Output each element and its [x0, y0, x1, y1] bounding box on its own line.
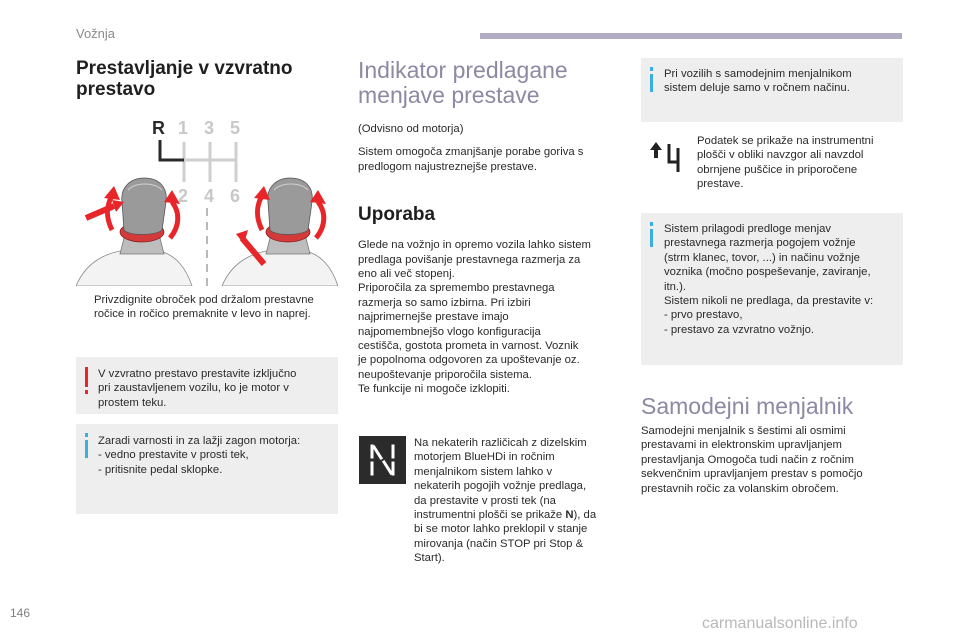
watermark: carmanualsonline.info [702, 615, 858, 632]
usage-text: Glede na vožnjo in opremo vozila lahko sistem predlaga povišanje prestavnega razmerja za eno ali več stopenj. Priporočila za spremembo prestavnega razmerja so samo izbirna. Pri izbiri najprimernejše prestave imajo najpomembnejšo vlogo konfiguracija cestišča, gostota prometa in varnost. Voznik je popolnoma odgovoren za upoštevanje oz. neupoštevanje priporočila sistema. Te funkcije ni mogoče izklopiti. [358, 239, 591, 396]
gear-indicator-column [358, 58, 620, 397]
indicator-display-text: Podatek se prikaže na instrumentni plošči v obliki navzgor ali navzdol obrnjene puščice in priporočene prestave. [697, 135, 874, 191]
neutral-suggestion-text: Na nekaterih različicah z dizelskim motorjem BlueHDi in ročnim menjalnikom sistem lahko v nekaterih pogojih vožnje predlaga, da prestavite v prosti tek (na instrumentni plošči se prikaže N), da bi se motor lahko preklopil v stanje mirovanja (način STOP pri Stop & Start). [414, 437, 597, 565]
usage-title: Uporaba [358, 204, 436, 226]
info-icon [85, 433, 88, 437]
gear-label-5: 5 [230, 118, 241, 138]
automatic-gearbox-text: Samodejni menjalnik s šestimi ali osmimi prestavami in elektronskim upravljanjem prestavljanja Omogoča tudi način z ročnim sekvenčnim upravljanjem prestav s pomočjo prestavnih ročic za volanskim obročem. [641, 425, 863, 495]
info-icon [650, 222, 653, 226]
neutral-letter: N [565, 509, 574, 522]
safety-info-box: Zaradi varnosti in za lažji zagon motorja: - vedno prestavite v prosti tek, - pritisnite pedal sklopke. [76, 424, 338, 514]
automatic-gearbox-info-box: Pri vozilih s samodejnim menjalnikom sistem deluje samo v ročnem načinu. [641, 58, 903, 122]
section-title: Vožnja [76, 26, 116, 41]
gear-knob-left [76, 178, 192, 286]
gear-knob-illustration [76, 172, 338, 286]
gear-up-arrow-icon [648, 140, 688, 176]
exclamation-icon [85, 367, 88, 387]
gear-label-4: 4 [204, 186, 215, 206]
gear-label-r: R [152, 118, 165, 138]
instruction-text: Privzdignite obroček pod držalom prestavne ročice in ročico premaknite v levo in naprej. [94, 294, 314, 321]
system-description: Sistem omogoča zmanjšanje porabe goriva s predlogom najustreznejše prestave. [358, 146, 584, 173]
warning-box: V vzvratno prestavo prestavite izključno pri zaustavljenem vozilu, ko je motor v prostem teku. [76, 357, 338, 414]
gear-label-3: 3 [204, 118, 215, 138]
page-number: 146 [10, 606, 31, 620]
neutral-n-icon [359, 436, 406, 484]
adaptation-info-box: Sistem prilagodi predloge menjav prestavnega razmerja pogojem vožnje (strm klanec, tovor, ...) in načinu vožnje voznika (močno pospeševanje, zaviranje, itn.). Sistem nikoli ne predlaga, da prestavite v: - prvo prestavo, - prestavo za vzvratno vožnjo. [641, 213, 903, 365]
automatic-gearbox-title: Samodejni menjalnik [641, 393, 854, 419]
reverse-gear-title: Prestavljanje v vzvratno prestavo [76, 58, 293, 100]
gear-indicator-title: Indikator predlagane menjave prestave [358, 57, 568, 108]
header-bar [480, 33, 902, 39]
gear-label-6: 6 [230, 186, 241, 206]
info-icon [650, 67, 653, 71]
reverse-gear-column [76, 58, 338, 100]
gear-label-1: 1 [178, 118, 189, 138]
gear-label-2: 2 [178, 186, 189, 206]
gear-knob-right [222, 178, 338, 286]
engine-note: (Odvisno od motorja) [358, 123, 464, 135]
